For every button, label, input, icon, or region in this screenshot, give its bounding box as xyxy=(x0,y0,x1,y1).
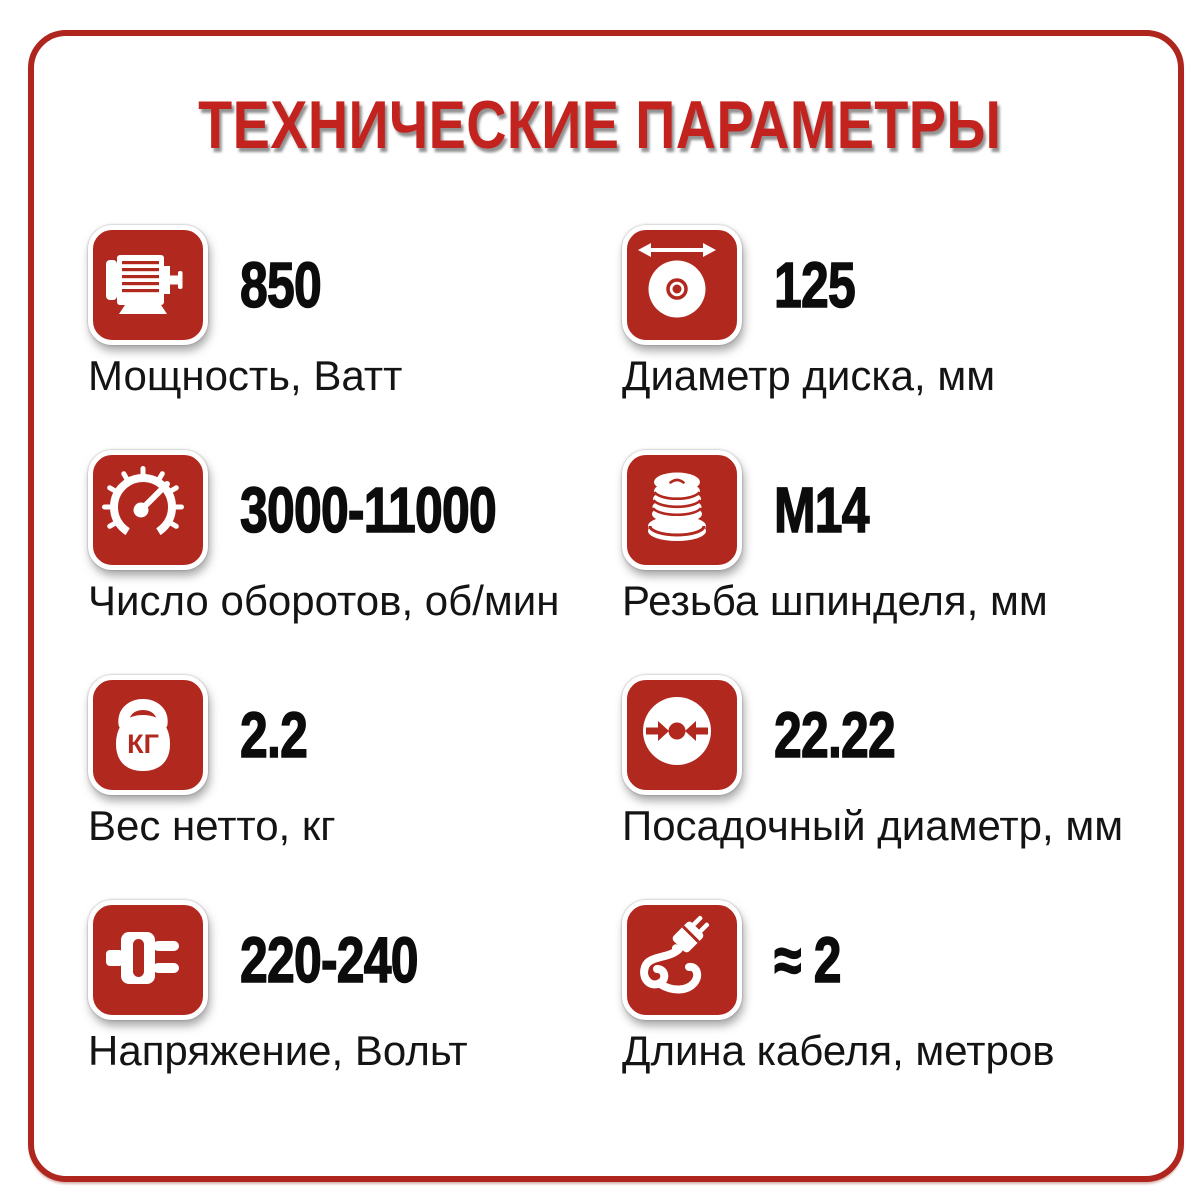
cable-length-icon xyxy=(622,900,742,1020)
spec-value: 220-240 xyxy=(240,924,418,996)
spec-label: Число оборотов, об/мин xyxy=(88,577,560,624)
spec-item-voltage xyxy=(88,905,622,1130)
spec-label: Мощность, Ватт xyxy=(88,352,403,399)
spec-item-weight xyxy=(88,680,622,905)
spec-item-spindle-thread xyxy=(622,455,1148,680)
page-title-text: ТЕХНИЧЕСКИЕ ПАРАМЕТРЫ xyxy=(198,87,1002,163)
spec-value: 3000-11000 xyxy=(240,474,496,546)
power-plug-icon xyxy=(88,900,208,1020)
spec-label: Напряжение, Вольт xyxy=(88,1027,468,1074)
spec-value: 125 xyxy=(774,249,855,321)
spec-value: М14 xyxy=(774,474,869,546)
spec-item-rpm xyxy=(88,455,622,680)
page-title xyxy=(0,88,1200,163)
speedometer-icon xyxy=(88,450,208,570)
spec-label: Посадочный диаметр, мм xyxy=(622,802,1124,849)
spec-label: Длина кабеля, метров xyxy=(622,1027,1055,1074)
spec-label: Диаметр диска, мм xyxy=(622,352,996,399)
spec-label: Резьба шпинделя, мм xyxy=(622,577,1048,624)
spec-value: ≈ 2 xyxy=(774,924,841,996)
disc-diameter-icon xyxy=(622,225,742,345)
spec-item-cable-length xyxy=(622,905,1148,1130)
spec-value: 850 xyxy=(240,249,321,321)
spec-item-bore-diameter xyxy=(622,680,1148,905)
electric-motor-icon xyxy=(88,225,208,345)
spindle-thread-icon xyxy=(622,450,742,570)
bore-diameter-icon xyxy=(622,675,742,795)
spec-item-disc-diameter xyxy=(622,230,1148,455)
spec-value: 2.2 xyxy=(240,699,308,771)
kettlebell-weight-icon xyxy=(88,675,208,795)
specs-grid xyxy=(88,230,1148,1130)
spec-value: 22.22 xyxy=(774,699,896,771)
spec-item-power xyxy=(88,230,622,455)
kettlebell-kg-text: КГ xyxy=(127,729,159,759)
spec-label: Вес нетто, кг xyxy=(88,802,336,849)
